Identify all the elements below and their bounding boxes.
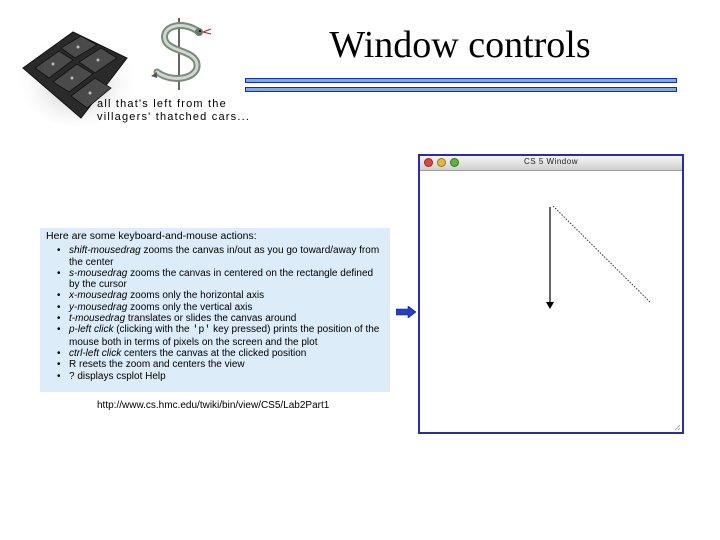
action-desc: zooms the canvas in centered on the rectangle defined by the cursor	[69, 267, 374, 291]
action-key: x-mousedrag	[69, 290, 128, 302]
plot-line-diagonal	[553, 206, 650, 302]
slide-title: Window controls	[329, 24, 591, 66]
right-arrow-icon	[396, 306, 416, 318]
window-title: CS 5 Window	[524, 157, 578, 166]
action-item	[46, 302, 384, 313]
plot-arrowhead	[546, 302, 554, 309]
action-item	[46, 324, 384, 348]
actions-list	[46, 245, 384, 382]
action-desc: centers the canvas at the clicked position	[121, 347, 307, 359]
window-titlebar[interactable]	[420, 156, 682, 171]
action-key: R	[69, 359, 77, 371]
actions-heading: Here are some keyboard-and-mouse actions:	[46, 230, 257, 242]
action-item	[46, 313, 384, 324]
action-key: ?	[69, 370, 75, 382]
action-key: shift-mousedrag	[69, 245, 141, 257]
action-desc: zooms only the vertical axis	[127, 301, 253, 313]
action-item	[46, 268, 384, 291]
action-desc: zooms the canvas in/out as you go toward/away from the center	[69, 245, 380, 268]
action-key: y-mousedrag	[69, 301, 128, 313]
action-key: t-mousedrag	[69, 313, 126, 325]
action-item	[46, 290, 384, 301]
snake-dollar-logo-icon	[143, 14, 225, 94]
cs5-window[interactable]	[418, 154, 684, 434]
source-link[interactable]: http://www.cs.hmc.edu/twiki/bin/view/CS5/Lab2Part1	[97, 400, 330, 411]
action-desc: resets the zoom and centers the view	[76, 359, 245, 371]
keyboard-mouse-actions-panel	[40, 228, 390, 392]
photo-caption	[97, 98, 251, 124]
action-desc: (clicking with the	[113, 324, 193, 336]
action-item	[46, 359, 384, 370]
caption-line: all that's left from the	[97, 98, 227, 110]
caption-line: villagers' thatched cars...	[97, 111, 251, 123]
action-key: p-left click	[69, 324, 114, 336]
plot-canvas[interactable]	[420, 171, 682, 432]
action-code: 'p'	[192, 325, 211, 337]
resize-grip-icon[interactable]	[674, 424, 680, 430]
title-underline-rule	[245, 78, 677, 96]
action-item	[46, 245, 384, 268]
action-desc: translates or slides the canvas around	[125, 313, 297, 325]
action-key: s-mousedrag	[69, 267, 128, 279]
action-desc: zooms only the horizontal axis	[127, 290, 265, 302]
action-item	[46, 348, 384, 359]
action-desc: key pressed) prints the position of the mouse both in terms of pixels on the screen and the plot	[69, 324, 380, 348]
action-key: ctrl-left click	[69, 347, 122, 359]
action-item	[46, 371, 384, 382]
action-desc: displays csplot Help	[74, 370, 166, 382]
